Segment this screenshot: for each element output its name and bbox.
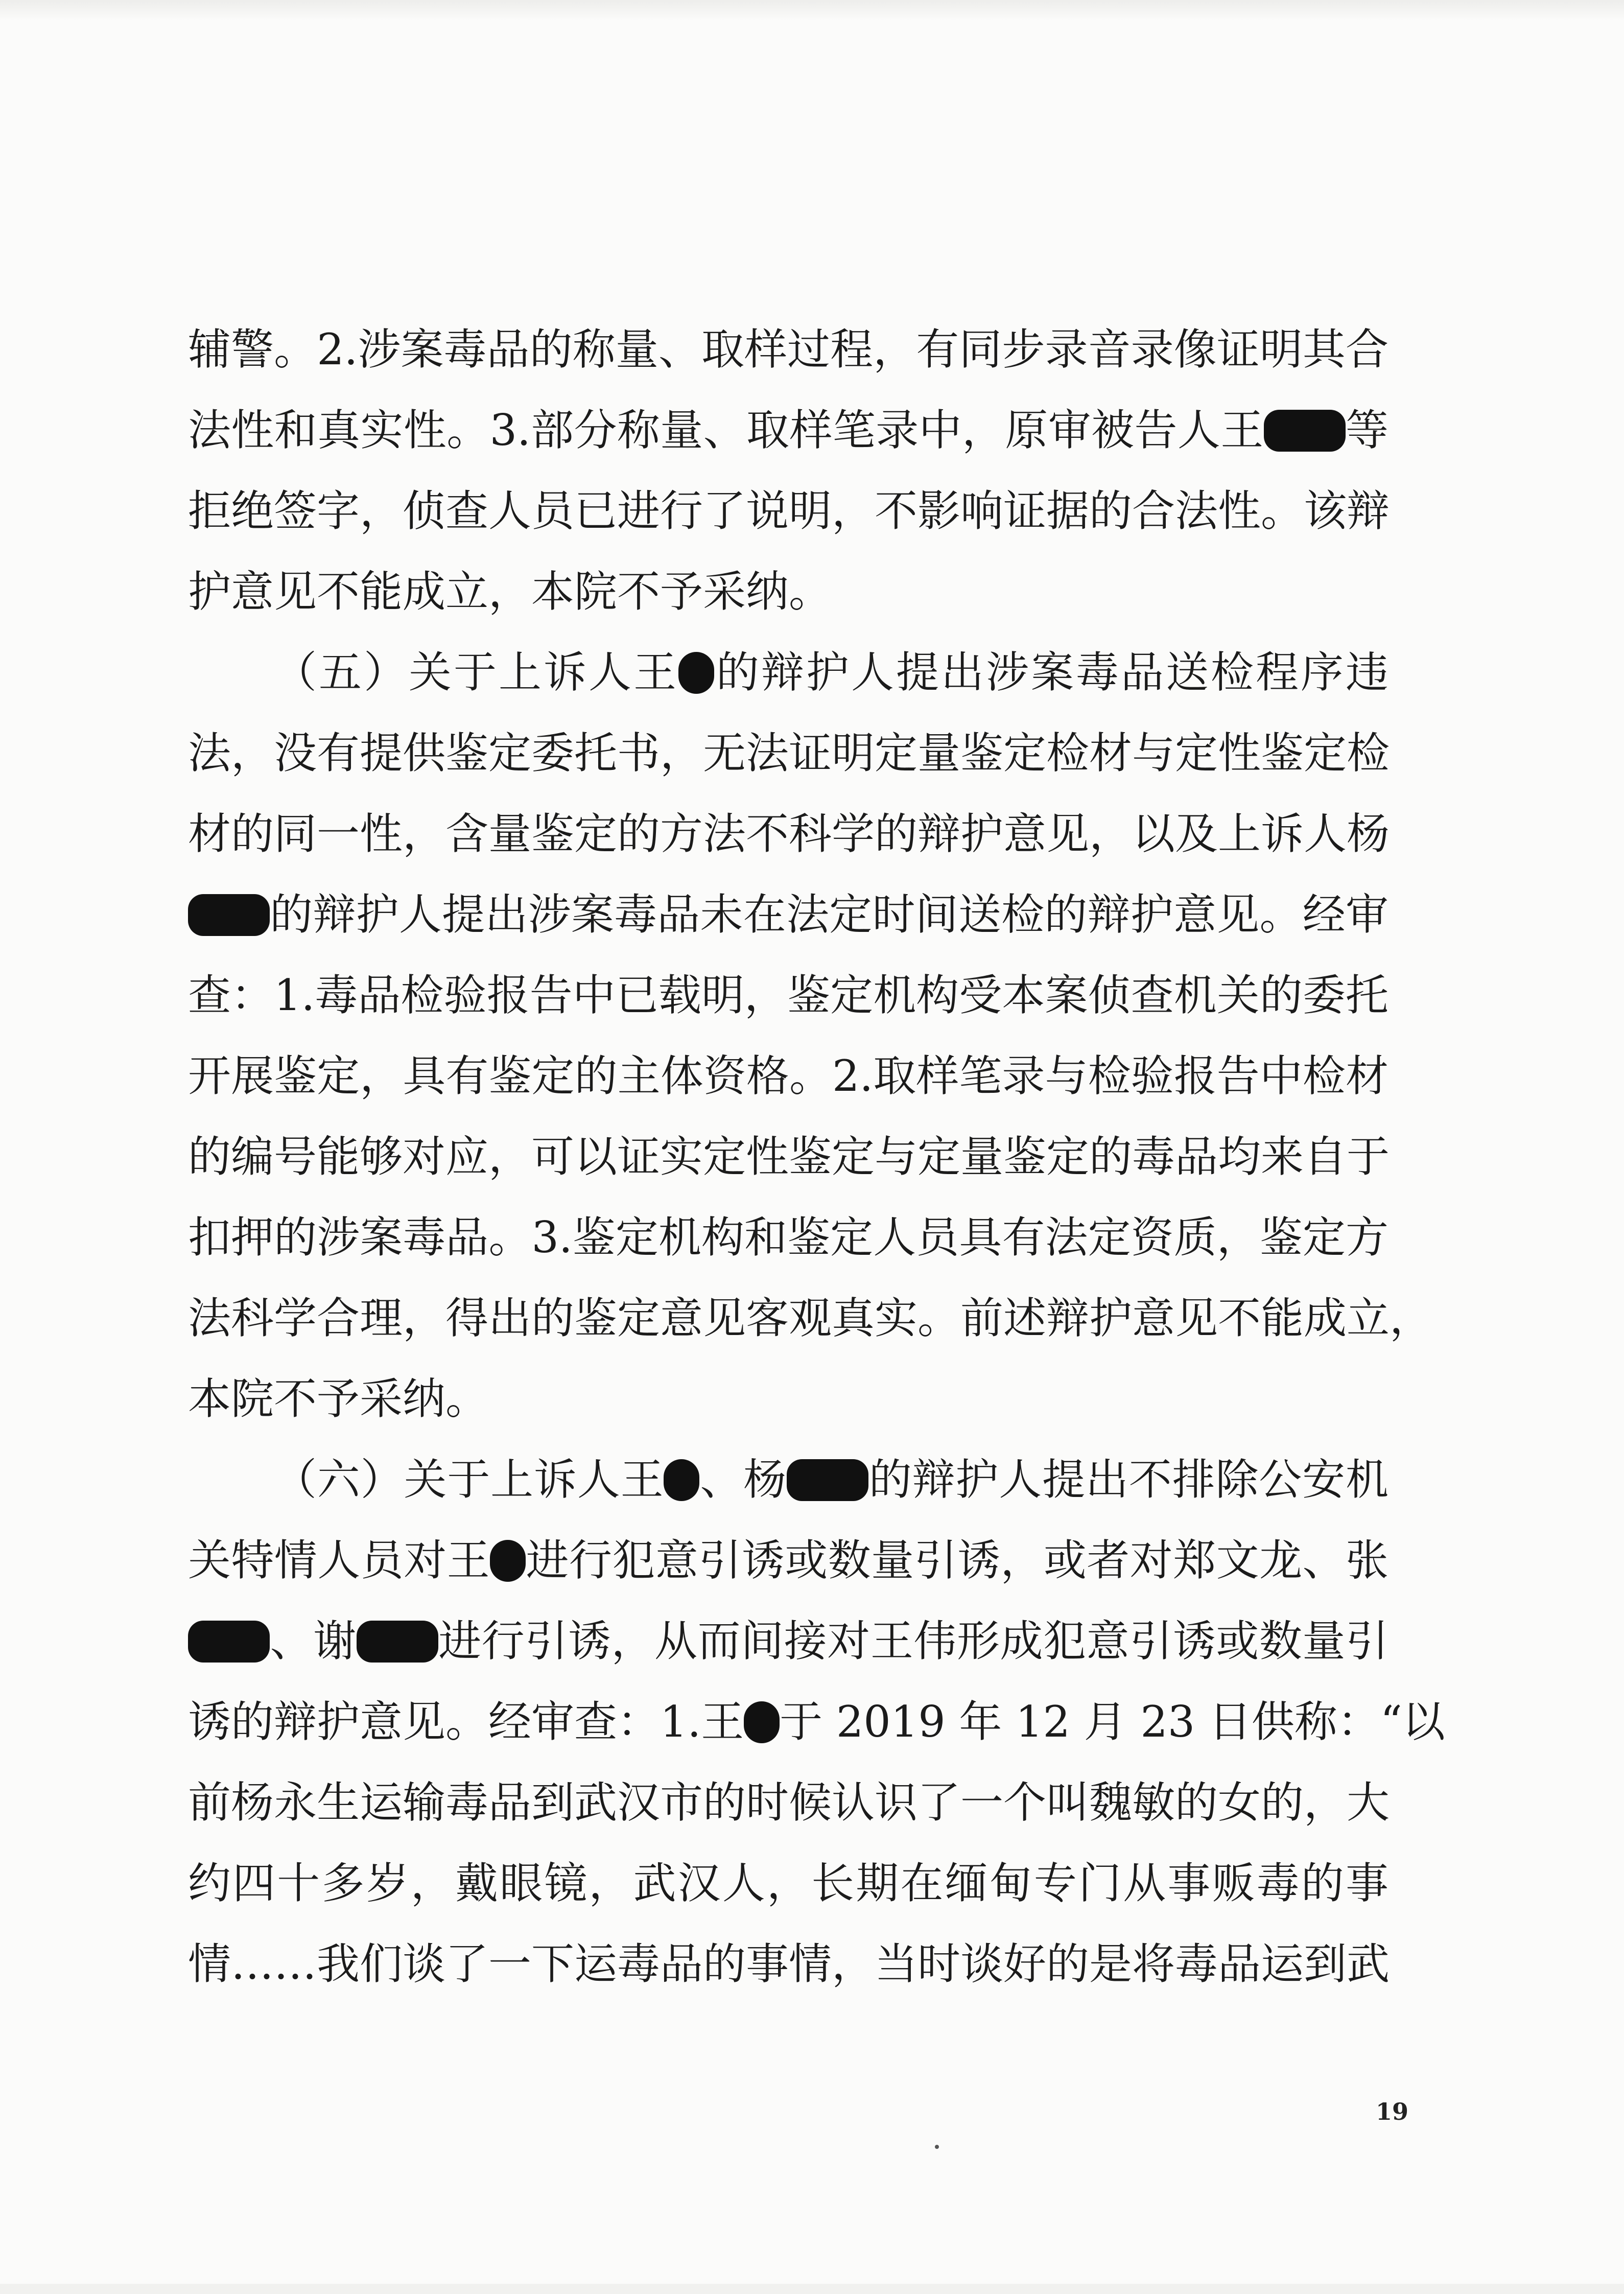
text-line: 护意见不能成立，本院不予采纳。 xyxy=(188,567,832,617)
text-line: （五）关于上诉人王 的辩护人提出涉案毒品送检程序违 xyxy=(274,647,1388,697)
text-line: 拒绝签字，侦查人员已进行了说明，不影响证据的合法性。该辩 xyxy=(188,486,1390,536)
redaction-mark xyxy=(1264,410,1346,452)
redaction-mark xyxy=(188,894,270,936)
redaction-mark xyxy=(357,1621,438,1663)
text-line: 法性和真实性。3.部分称量、取样笔录中，原审被告人王 等 xyxy=(188,405,1388,455)
text-line: 材的同一性，含量鉴定的方法不科学的辩护意见，以及上诉人杨 xyxy=(188,809,1390,859)
text-line: 约四十多岁，戴眼镜，武汉人，长期在缅甸专门从事贩毒的事 xyxy=(188,1858,1388,1908)
text-line: 的辩护人提出涉案毒品未在法定时间送检的辩护意见。经审 xyxy=(188,874,1388,955)
text-line: 法科学合理，得出的鉴定意见客观真实。前述辩护意见不能成立， xyxy=(188,1293,1433,1343)
text-line: 查：1.毒品检验报告中已载明，鉴定机构受本案侦查机关的委托 xyxy=(188,970,1388,1020)
scan-speck xyxy=(935,2145,939,2149)
judgment-body-text xyxy=(188,309,1445,2004)
text-line: 辅警。2.涉案毒品的称量、取样过程，有同步录音录像证明其合 xyxy=(188,324,1388,374)
text-line: 扣押的涉案毒品。3.鉴定机构和鉴定人员具有法定资质，鉴定方 xyxy=(188,1212,1388,1262)
redaction-mark xyxy=(744,1701,780,1743)
redaction-mark xyxy=(787,1459,868,1501)
scan-top-edge xyxy=(0,0,1624,20)
text-line: （六）关于上诉人王 、杨 的辩护人提出不排除公安机 xyxy=(274,1455,1388,1505)
text-line: 前杨永生运输毒品到武汉市的时候认识了一个叫魏敏的女的，大 xyxy=(188,1777,1390,1828)
redaction-mark xyxy=(188,1621,270,1663)
text-line: 关特情人员对王 进行犯意引诱或数量引诱，或者对郑文龙、张 xyxy=(188,1535,1388,1585)
text-line: 的编号能够对应，可以证实定性鉴定与定量鉴定的毒品均来自于 xyxy=(188,1132,1390,1182)
text-line: 法，没有提供鉴定委托书，无法证明定量鉴定检材与定性鉴定检 xyxy=(188,728,1390,778)
redaction-mark xyxy=(664,1459,699,1501)
text-line: 开展鉴定，具有鉴定的主体资格。2.取样笔录与检验报告中检材 xyxy=(188,1051,1388,1101)
text-line: 、谢 进行引诱，从而间接对王伟形成犯意引诱或数量引 xyxy=(188,1601,1388,1681)
redaction-mark xyxy=(678,652,714,694)
redaction-mark xyxy=(490,1540,526,1582)
text-line: 本院不予采纳。 xyxy=(188,1374,489,1424)
text-line: 情……我们谈了一下运毒品的事情，当时谈好的是将毒品运到武 xyxy=(188,1939,1390,1989)
scan-bottom-edge xyxy=(0,2284,1624,2294)
page-number: 19 xyxy=(1375,2098,1408,2125)
text-line: 诱的辩护意见。经审查：1.王 于 2019 年 12 月 23 日供称：“以 xyxy=(188,1697,1445,1747)
